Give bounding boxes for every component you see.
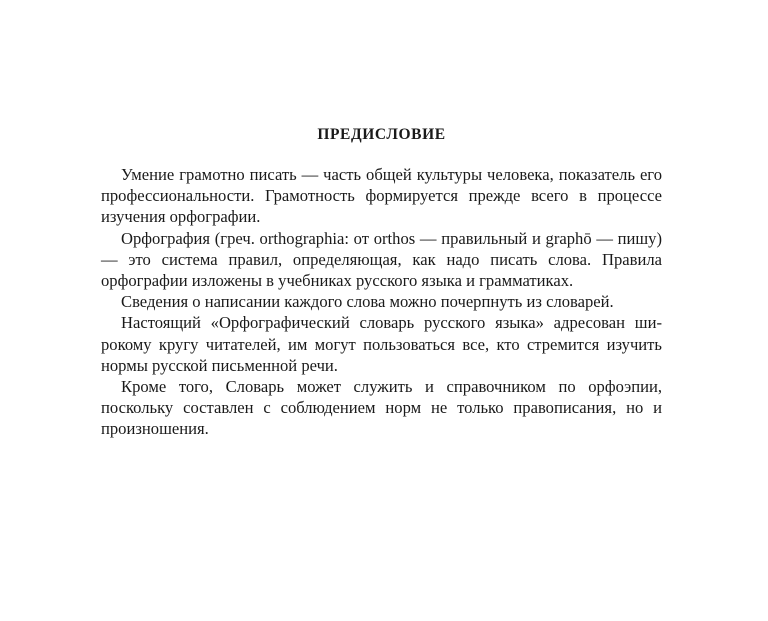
paragraph-audience: Настоящий «Орфографический словарь русского языка» адресован широкому кругу читателей, им могут пользоваться все, кто стремится изучить нормы русской письменной речи. bbox=[101, 313, 662, 375]
paragraph-literacy: Умение грамотно писать — часть общей культуры человека, показатель его профессиональности. Грамотность формируется прежде всего в процессе изучения орфографии. bbox=[101, 165, 662, 227]
paragraph-dictionaries: Сведения о написании каждого слова можно почерпнуть из словарей. bbox=[121, 292, 614, 312]
page-title: ПРЕДИСЛОВИЕ bbox=[317, 126, 446, 143]
paragraph-orthoepy: Кроме того, Словарь может служить и справочником по орфоэпии, поскольку составлен с соблюдением норм не только правописания, но и произношения. bbox=[101, 377, 662, 439]
paragraph-orthography-definition: Орфография (греч. orthographia: от orthos — правильный и graphō — пишу) — это система правил, определяющая, как надо писать слова. Правила орфографии изложены в учебниках русского языка и грамматиках. bbox=[101, 228, 662, 291]
document-page bbox=[101, 124, 662, 440]
